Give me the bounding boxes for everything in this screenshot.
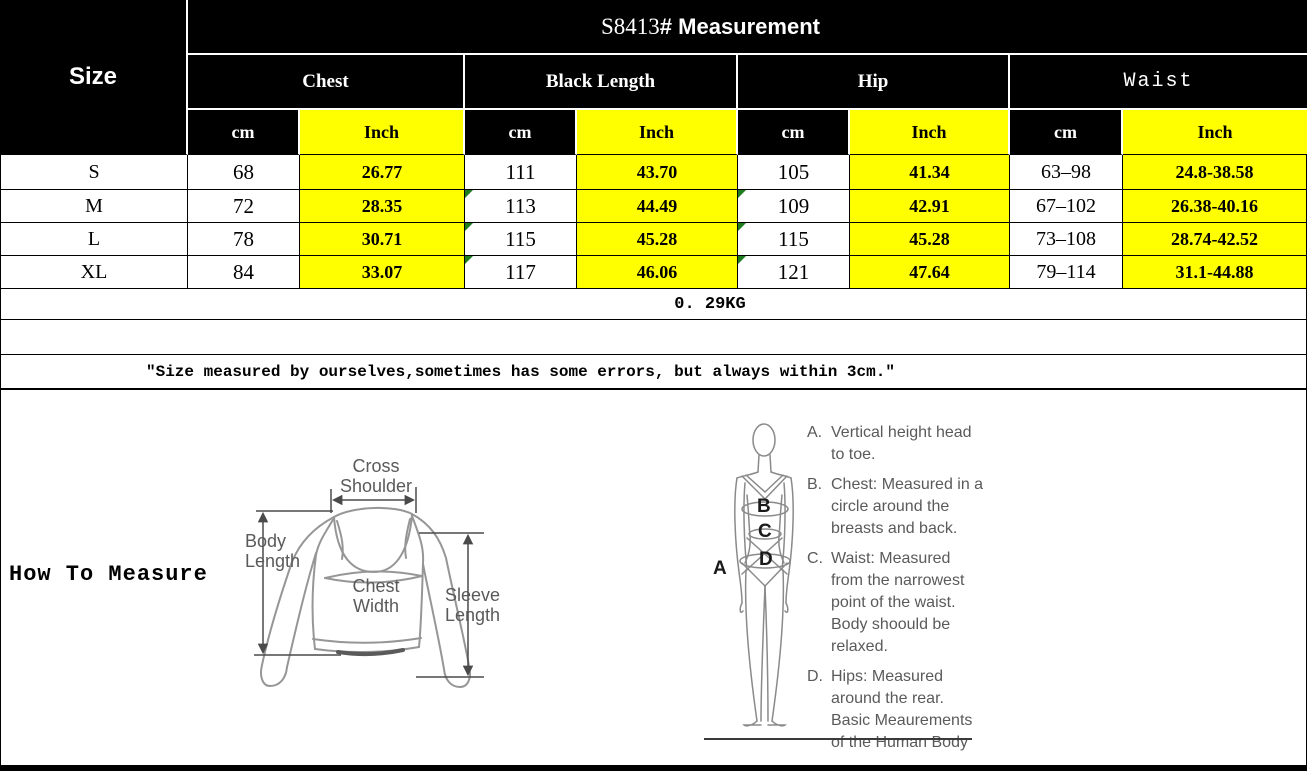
table-title bbox=[188, 0, 1307, 55]
length-cm-value: 117 bbox=[465, 256, 577, 289]
body-figure-diagram bbox=[701, 410, 811, 755]
hip-inch-value: 45.28 bbox=[850, 223, 1010, 256]
hip-cm-value: 105 bbox=[738, 155, 850, 190]
chest-cm-value: 84 bbox=[188, 256, 300, 289]
table-row-size-label: S bbox=[0, 155, 188, 190]
disclaimer-note: ″Size measured by ourselves,sometimes has some errors, but always within 3cm.″ bbox=[0, 355, 1307, 390]
cell-flag-marker-icon bbox=[738, 256, 746, 264]
chest-cm-value: 68 bbox=[188, 155, 300, 190]
group-header-waist: Waist bbox=[1010, 55, 1307, 110]
how-to-measure-section bbox=[0, 390, 1307, 765]
hip-cm-value: 115 bbox=[738, 223, 850, 256]
table-row-size-label: L bbox=[0, 223, 188, 256]
chest-width-label: Chest Width bbox=[352, 576, 400, 616]
empty-row bbox=[0, 320, 1307, 355]
figure-label-c: C bbox=[758, 521, 772, 542]
unit-header-chest-cm: cm bbox=[188, 110, 300, 155]
table-row-size-label: M bbox=[0, 190, 188, 223]
length-inch-value: 43.70 bbox=[577, 155, 738, 190]
waist-cm-value: 63–98 bbox=[1010, 155, 1123, 190]
cell-flag-marker-icon bbox=[738, 190, 746, 198]
sleeve-length-label: Sleeve Length bbox=[445, 585, 501, 625]
waist-inch-value: 28.74-42.52 bbox=[1123, 223, 1307, 256]
instruction-item-c: C. Waist: Measured from the narrowest point of the waist. Body shoould be relaxed. bbox=[807, 550, 965, 655]
length-inch-value: 46.06 bbox=[577, 256, 738, 289]
length-inch-value: 44.49 bbox=[577, 190, 738, 223]
title-text: # Measurement bbox=[659, 13, 820, 39]
waist-cm-value: 67–102 bbox=[1010, 190, 1123, 223]
unit-header-length-cm: cm bbox=[465, 110, 577, 155]
unit-header-hip-cm: cm bbox=[738, 110, 850, 155]
figure-label-b: B bbox=[757, 496, 771, 517]
chest-inch-value: 26.77 bbox=[300, 155, 465, 190]
hip-cm-value: 121 bbox=[738, 256, 850, 289]
cell-flag-marker-icon bbox=[738, 223, 746, 231]
length-cm-value: 115 bbox=[465, 223, 577, 256]
figure-underline bbox=[704, 738, 972, 740]
waist-inch-value: 24.8-38.58 bbox=[1123, 155, 1307, 190]
figure-label-d: D bbox=[759, 549, 773, 570]
chest-cm-value: 72 bbox=[188, 190, 300, 223]
hip-inch-value: 42.91 bbox=[850, 190, 1010, 223]
unit-header-waist-inch: Inch bbox=[1123, 110, 1307, 155]
chest-inch-value: 33.07 bbox=[300, 256, 465, 289]
figure-label-a: A bbox=[713, 558, 727, 579]
measuring-instructions bbox=[807, 422, 987, 762]
cell-flag-marker-icon bbox=[465, 223, 473, 231]
group-header-chest: Chest bbox=[188, 55, 465, 110]
bottom-border-bar bbox=[0, 765, 1307, 771]
length-cm-value: 113 bbox=[465, 190, 577, 223]
length-cm-value: 111 bbox=[465, 155, 577, 190]
instruction-item-a: A. Vertical height head to toe. bbox=[807, 424, 972, 463]
chest-cm-value: 78 bbox=[188, 223, 300, 256]
table-row-size-label: XL bbox=[0, 256, 188, 289]
group-header-black-length: Black Length bbox=[465, 55, 738, 110]
body-length-label: Body Length bbox=[245, 531, 301, 571]
chest-inch-value: 30.71 bbox=[300, 223, 465, 256]
model-code: S8413 bbox=[601, 13, 660, 39]
cell-flag-marker-icon bbox=[465, 256, 473, 264]
hip-inch-value: 41.34 bbox=[850, 155, 1010, 190]
cross-shoulder-label: Cross Shoulder bbox=[339, 456, 413, 496]
instruction-item-b: B. Chest: Measured in a circle around the breasts and back. bbox=[807, 476, 984, 537]
waist-inch-value: 26.38-40.16 bbox=[1123, 190, 1307, 223]
unit-header-length-inch: Inch bbox=[577, 110, 738, 155]
hip-cm-value: 109 bbox=[738, 190, 850, 223]
waist-cm-value: 73–108 bbox=[1010, 223, 1123, 256]
chest-inch-value: 28.35 bbox=[300, 190, 465, 223]
instruction-item-d: D. Hips: Measured around the rear. Basic Meaurements of the Human Body bbox=[807, 668, 973, 751]
cell-flag-marker-icon bbox=[465, 190, 473, 198]
group-header-hip: Hip bbox=[738, 55, 1010, 110]
length-inch-value: 45.28 bbox=[577, 223, 738, 256]
waist-inch-value: 31.1-44.88 bbox=[1123, 256, 1307, 289]
size-column-header: Size bbox=[0, 0, 188, 155]
unit-header-chest-inch: Inch bbox=[300, 110, 465, 155]
how-to-measure-heading: How To Measure bbox=[9, 562, 208, 587]
waist-cm-value: 79–114 bbox=[1010, 256, 1123, 289]
unit-header-waist-cm: cm bbox=[1010, 110, 1123, 155]
unit-header-hip-inch: Inch bbox=[850, 110, 1010, 155]
hip-inch-value: 47.64 bbox=[850, 256, 1010, 289]
weight-row: 0. 29KG bbox=[0, 289, 1307, 320]
